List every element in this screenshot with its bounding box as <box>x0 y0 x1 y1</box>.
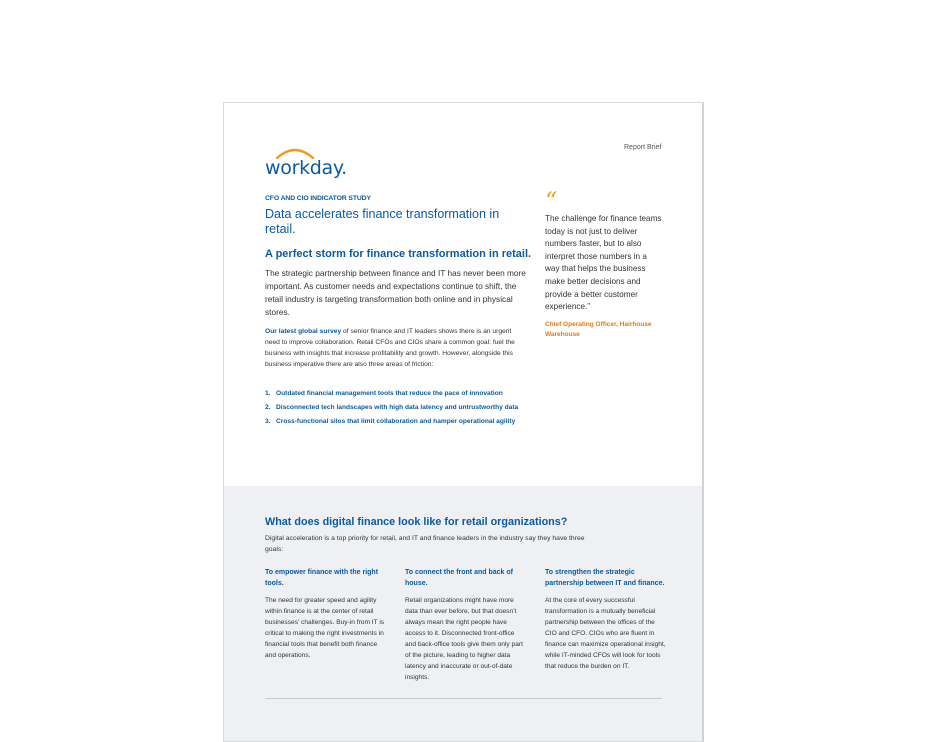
list-item-text: Outdated financial management tools that reduce the pace of innovation <box>276 390 503 397</box>
friction-list <box>265 388 535 430</box>
doc-type-label: Report Brief <box>624 144 662 151</box>
list-number: 3. <box>265 418 271 425</box>
page-title: Data accelerates finance transformation in retail. <box>265 207 500 236</box>
body-paragraph <box>265 326 515 370</box>
list-number: 1. <box>265 390 271 397</box>
workday-logo <box>265 145 345 185</box>
eyebrow: CFO AND CIO INDICATOR STUDY <box>265 195 371 202</box>
goal-title: To empower finance with the right tools. <box>265 569 379 587</box>
section-subtitle: A perfect storm for finance transformation in retail. <box>265 248 532 260</box>
divider <box>265 698 662 699</box>
section-heading: What does digital finance look like for retail organizations? <box>265 516 568 528</box>
goal-title: To strengthen the strategic partnership between IT and finance. <box>545 569 665 587</box>
list-number: 2. <box>265 404 271 411</box>
goal-title: To connect the front and back of house. <box>405 569 513 587</box>
body-text: of senior finance and IT leaders shows there is an urgent need to improve collaboration. Retail CFOs and CIOs share a common goal: fuel the business with insights that increase profitability and growth. However, alongside this business imperative there are also three areas of friction: <box>265 328 515 368</box>
survey-link[interactable]: Our latest global survey <box>265 328 342 335</box>
logo-wordmark: workday. <box>265 157 347 179</box>
goal-text: Retail organizations might have more data than ever before, but that doesn’t always mean the right people have access to it. Disconnected front-office and back-office tools give them only part of the picture, leading to higher data latency and inaccurate or out-of-date insights. <box>405 597 523 681</box>
goal-column <box>265 567 387 661</box>
list-item <box>265 402 535 413</box>
section-intro: Digital acceleration is a top priority for retail, and IT and finance leaders in the industry say they have three goals: <box>265 535 585 553</box>
goal-column <box>545 567 667 672</box>
goal-text: At the core of every successful transformation is a mutually beneficial partnership between the offices of the CIO and CFO. CIOs who are fluent in finance can maximize operational insight, while IT-minded CFOs will look for tools that reduce the burden on IT. <box>545 597 666 670</box>
goal-text: The need for greater speed and agility within finance is at the center of retail businesses’ challenges. Buy-in from IT is critical to making the right investments in financial tools that benefit both finance and operations. <box>265 597 385 659</box>
list-item-text: Disconnected tech landscapes with high data latency and untrustworthy data <box>276 404 519 411</box>
goal-column <box>405 567 527 683</box>
list-item-text: Cross-functional silos that limit collaboration and hamper operational agility <box>276 418 516 425</box>
pull-quote: The challenge for finance teams today is not just to deliver numbers faster, but to also interpret those numbers in a way that helps the business make better decisions and provide a better customer experience.” <box>545 214 662 312</box>
quote-mark-icon: “ <box>545 187 558 215</box>
quote-attribution: Chief Operating Officer, Hairhouse Warehouse <box>545 321 652 338</box>
report-page <box>223 102 704 742</box>
list-item <box>265 416 535 427</box>
lead-paragraph: The strategic partnership between finance and IT has never been more important. As customer needs and expectations continue to shift, the retail industry is targeting transformation both online and in physical stores. <box>265 268 526 317</box>
digital-finance-section <box>224 486 702 742</box>
list-item <box>265 388 535 399</box>
